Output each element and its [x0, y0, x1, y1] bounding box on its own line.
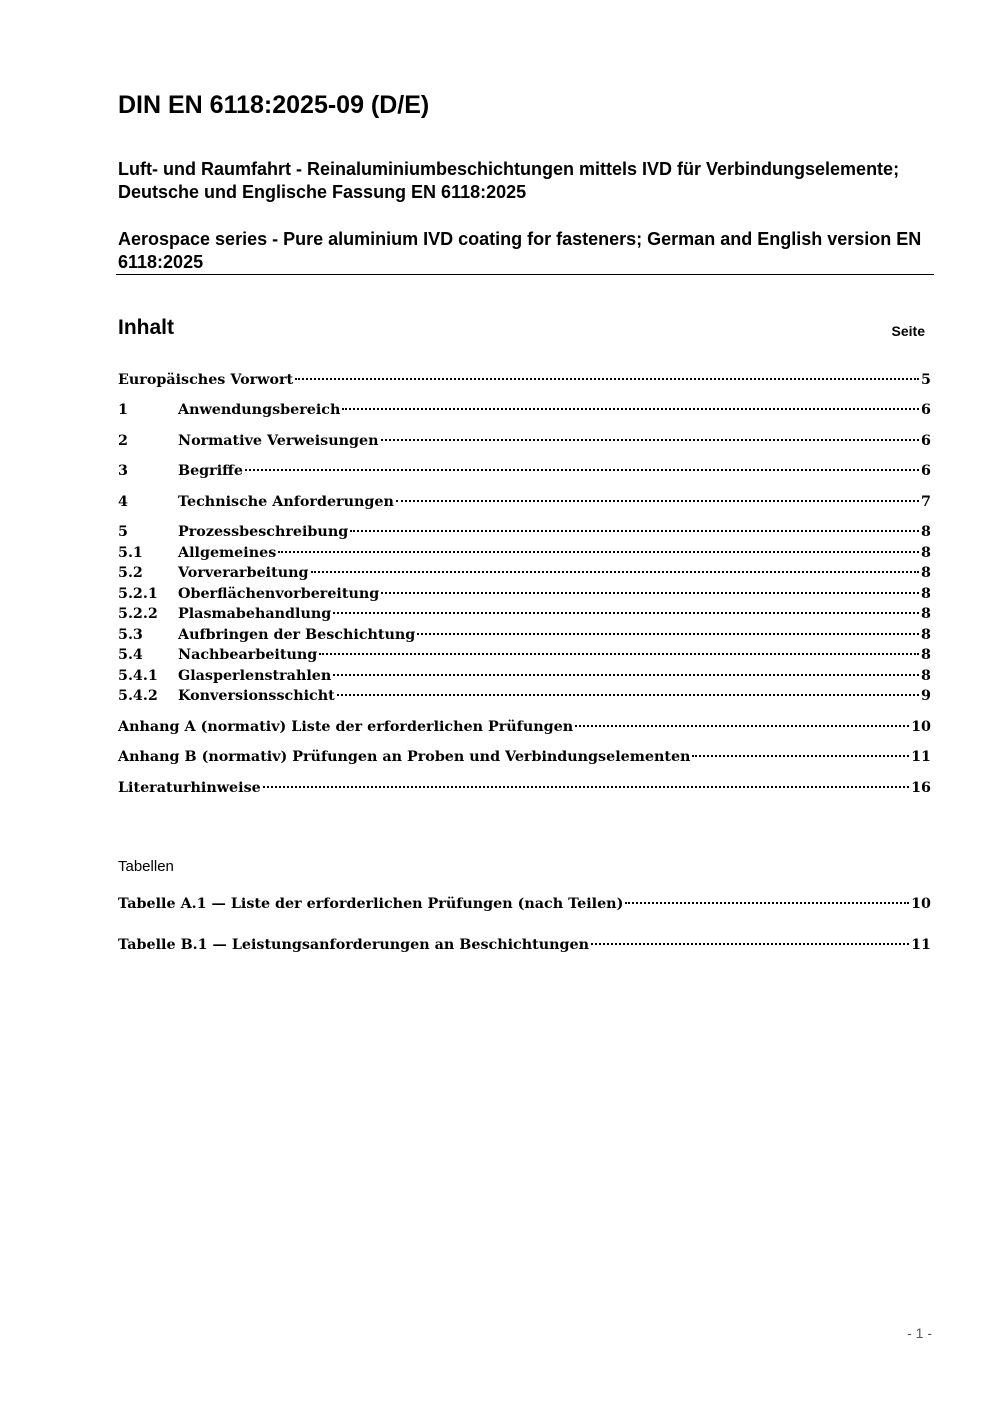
toc-entry-page: 8 — [921, 524, 931, 540]
toc-entry-number: 5.4.2 — [118, 688, 158, 704]
toc-entry-section-5-3[interactable] — [118, 624, 931, 646]
toc-leader-dots — [295, 378, 919, 380]
toc-entry-title: Anwendungsbereich — [178, 402, 341, 418]
toc-entry-title: Normative Verweisungen — [178, 433, 379, 449]
toc-leader-dots — [263, 786, 909, 788]
toc-entry-section-3[interactable] — [118, 460, 931, 482]
toc-entry-number: 1 — [118, 402, 128, 418]
toc-entry-number: 4 — [118, 494, 128, 510]
toc-leader-dots — [575, 725, 909, 727]
toc-entry-number: 5.1 — [118, 545, 143, 561]
german-subtitle: Luft- und Raumfahrt - Reinaluminiumbeschichtungen mittels IVD für Verbindungselemente; Deutsche und Englische Fassung EN 6118:2025 — [118, 159, 900, 202]
toc-entry-number: 5.3 — [118, 627, 143, 643]
toc-leader-dots — [396, 500, 919, 502]
toc-entry-number: 5 — [118, 524, 128, 540]
toc-entry-page: 16 — [911, 780, 931, 796]
toc-heading: Inhalt — [118, 316, 174, 339]
toc-leader-dots — [278, 551, 919, 553]
toc-leader-dots — [342, 408, 919, 410]
toc-entry-page: 9 — [921, 688, 931, 704]
toc-entry-section-1[interactable] — [118, 399, 931, 421]
toc-entry-page: 8 — [921, 627, 931, 643]
toc-entry-title: Plasmabehandlung — [178, 606, 332, 622]
toc-entry-section-5-2-2[interactable] — [118, 603, 931, 625]
toc-leader-dots — [591, 943, 909, 945]
toc-entry-page: 7 — [921, 494, 931, 510]
toc-leader-dots — [350, 530, 919, 532]
toc-entry-section-5-1[interactable] — [118, 542, 931, 564]
toc-entry-section-5-4-2[interactable] — [118, 685, 931, 707]
toc-entry-title: Anhang A (normativ) Liste der erforderlichen Prüfungen — [118, 719, 574, 735]
toc-leader-dots — [337, 694, 919, 696]
toc-leader-dots — [417, 633, 919, 635]
toc-entry-page: 10 — [911, 719, 931, 735]
toc-entry-page: 8 — [921, 565, 931, 581]
tables-heading: Tabellen — [118, 858, 174, 875]
toc-entry-section-2[interactable] — [118, 430, 931, 452]
toc-entry-section-5-4[interactable] — [118, 644, 931, 666]
toc-entry-page: 8 — [921, 606, 931, 622]
toc-entry-number: 5.2 — [118, 565, 143, 581]
toc-entry-title: Allgemeines — [178, 545, 277, 561]
table-entry-title: Tabelle A.1 — Liste der erforderlichen Prüfungen (nach Teilen) — [118, 896, 624, 912]
toc-entry-section-4[interactable] — [118, 491, 931, 513]
toc-entry-section-5-2-1[interactable] — [118, 583, 931, 605]
toc-entry-page: 8 — [921, 586, 931, 602]
toc-entry-section-5-4-1[interactable] — [118, 665, 931, 687]
toc-entry-section-5[interactable] — [118, 521, 931, 543]
table-entry-b1[interactable] — [118, 934, 931, 956]
toc-entry-title: Europäisches Vorwort — [118, 372, 294, 388]
toc-entry-page: 6 — [921, 463, 931, 479]
toc-leader-dots — [381, 592, 919, 594]
toc-leader-dots — [245, 469, 919, 471]
toc-entry-bibliography[interactable] — [118, 777, 931, 799]
toc-entry-title: Nachbearbeitung — [178, 647, 318, 663]
table-entry-page: 11 — [911, 937, 931, 953]
toc-entry-page: 8 — [921, 668, 931, 684]
document-title: DIN EN 6118:2025-09 (D/E) — [118, 91, 430, 119]
toc-entry-title: Aufbringen der Beschichtung — [178, 627, 416, 643]
toc-entry-foreword[interactable] — [118, 369, 931, 391]
toc-entry-title: Prozessbeschreibung — [178, 524, 349, 540]
title-divider — [116, 274, 934, 275]
toc-entry-page: 11 — [911, 749, 931, 765]
toc-entry-title: Konversionsschicht — [178, 688, 335, 704]
toc-leader-dots — [381, 439, 920, 441]
toc-entry-title: Vorverarbeitung — [178, 565, 309, 581]
toc-entry-number: 5.2.2 — [118, 606, 158, 622]
toc-entry-page: 8 — [921, 545, 931, 561]
toc-leader-dots — [625, 902, 909, 904]
toc-page-column-heading: Seite — [891, 323, 925, 339]
toc-entry-page: 8 — [921, 647, 931, 663]
toc-entry-title: Literaturhinweise — [118, 780, 261, 796]
toc-entry-annex-b[interactable] — [118, 746, 931, 768]
toc-entry-page: 5 — [921, 372, 931, 388]
toc-entry-title: Oberflächenvorbereitung — [178, 586, 380, 602]
toc-entry-annex-a[interactable] — [118, 716, 931, 738]
toc-leader-dots — [692, 755, 909, 757]
toc-entry-page: 6 — [921, 433, 931, 449]
table-entry-page: 10 — [911, 896, 931, 912]
toc-entry-number: 5.4 — [118, 647, 143, 663]
toc-entry-title: Anhang B (normativ) Prüfungen an Proben und Verbindungselementen — [118, 749, 691, 765]
toc-entry-title: Glasperlenstrahlen — [178, 668, 332, 684]
table-entry-title: Tabelle B.1 — Leistungsanforderungen an Beschichtungen — [118, 937, 590, 953]
toc-entry-section-5-2[interactable] — [118, 562, 931, 584]
toc-entry-number: 2 — [118, 433, 128, 449]
toc-leader-dots — [333, 612, 919, 614]
toc-leader-dots — [319, 653, 919, 655]
toc-leader-dots — [333, 674, 919, 676]
page-number: - 1 - — [907, 1325, 932, 1341]
toc-entry-number: 3 — [118, 463, 128, 479]
table-entry-a1[interactable] — [118, 893, 931, 915]
english-subtitle: Aerospace series - Pure aluminium IVD coating for fasteners; German and English version EN 6118:2025 — [118, 229, 922, 272]
toc-entry-page: 6 — [921, 402, 931, 418]
toc-entry-number: 5.2.1 — [118, 586, 158, 602]
toc-entry-number: 5.4.1 — [118, 668, 158, 684]
toc-leader-dots — [311, 571, 920, 573]
toc-entry-title: Begriffe — [178, 463, 243, 479]
toc-entry-title: Technische Anforderungen — [178, 494, 394, 510]
